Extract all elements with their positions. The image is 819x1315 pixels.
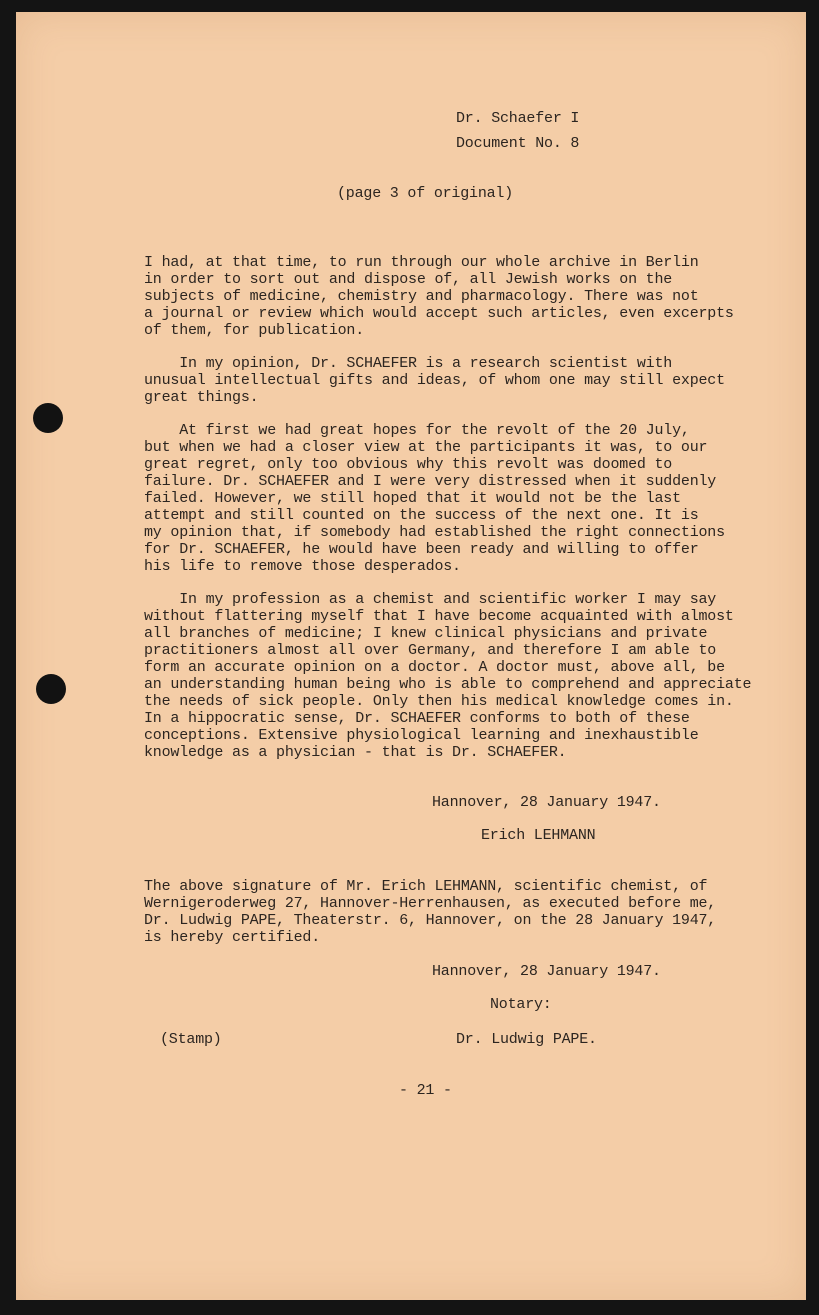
text-line: for Dr. SCHAEFER, he would have been ready and willing to offer [144,541,699,558]
header-defendant: Dr. Schaefer I [456,110,580,127]
punch-hole-top [33,403,63,433]
text-line: failed. However, we still hoped that it would not be the last [144,490,681,507]
page-number: - 21 - [399,1082,452,1099]
paragraph-revolt [144,422,724,575]
text-line: Dr. Ludwig PAPE, Theaterstr. 6, Hannover, on the 28 January 1947, [144,912,717,929]
text-line: is hereby certified. [144,929,321,946]
text-line: form an accurate opinion on a doctor. A doctor must, above all, be [144,659,725,676]
signature-place-date: Hannover, 28 January 1947. [432,794,661,811]
stamp-note: (Stamp) [160,1031,222,1048]
text-line: a journal or review which would accept such articles, even excerpts [144,305,734,322]
certification-place-date: Hannover, 28 January 1947. [432,963,661,980]
text-line: Wernigeroderweg 27, Hannover-Herrenhausen, as executed before me, [144,895,717,912]
text-line: attempt and still counted on the success of the next one. It is [144,507,699,524]
punch-hole-bottom [36,674,66,704]
text-line: great regret, only too obvious why this revolt was doomed to [144,456,673,473]
page-note: (page 3 of original) [337,185,514,202]
text-line: but when we had a closer view at the participants it was, to our [144,439,708,456]
text-line: in order to sort out and dispose of, all Jewish works on the [144,271,673,288]
text-line: great things. [144,389,259,406]
text-line: I had, at that time, to run through our whole archive in Berlin [144,254,699,271]
text-line: failure. Dr. SCHAEFER and I were very distressed when it suddenly [144,473,717,490]
text-line: The above signature of Mr. Erich LEHMANN, scientific chemist, of [144,878,708,895]
text-line: the needs of sick people. Only then his medical knowledge comes in. [144,693,734,710]
text-line: an understanding human being who is able to comprehend and appreciate [144,676,752,693]
certification-paragraph [144,878,724,946]
paragraph-archive [144,254,734,339]
text-line: of them, for publication. [144,322,365,339]
paragraph-opinion [144,355,724,406]
text-line: In my profession as a chemist and scientific worker I may say [144,591,717,608]
text-line: his life to remove those desperados. [144,558,461,575]
notary-label: Notary: [490,996,552,1013]
text-line: conceptions. Extensive physiological learning and inexhaustible [144,727,699,744]
text-line: unusual intellectual gifts and ideas, of whom one may still expect [144,372,725,389]
text-line: my opinion that, if somebody had established the right connections [144,524,725,541]
paragraph-profession [144,591,752,761]
text-line: without flattering myself that I have become acquainted with almost [144,608,734,625]
text-line: In a hippocratic sense, Dr. SCHAEFER conforms to both of these [144,710,690,727]
text-line: subjects of medicine, chemistry and pharmacology. There was not [144,288,699,305]
notary-name: Dr. Ludwig PAPE. [456,1031,597,1048]
text-line: all branches of medicine; I knew clinical physicians and private [144,625,708,642]
text-line: In my opinion, Dr. SCHAEFER is a research scientist with [144,355,673,372]
header-document-number: Document No. 8 [456,135,580,152]
text-line: knowledge as a physician - that is Dr. SCHAEFER. [144,744,567,761]
text-line: At first we had great hopes for the revolt of the 20 July, [144,422,690,439]
signature-name: Erich LEHMANN [481,827,596,844]
text-line: practitioners almost all over Germany, and therefore I am able to [144,642,717,659]
